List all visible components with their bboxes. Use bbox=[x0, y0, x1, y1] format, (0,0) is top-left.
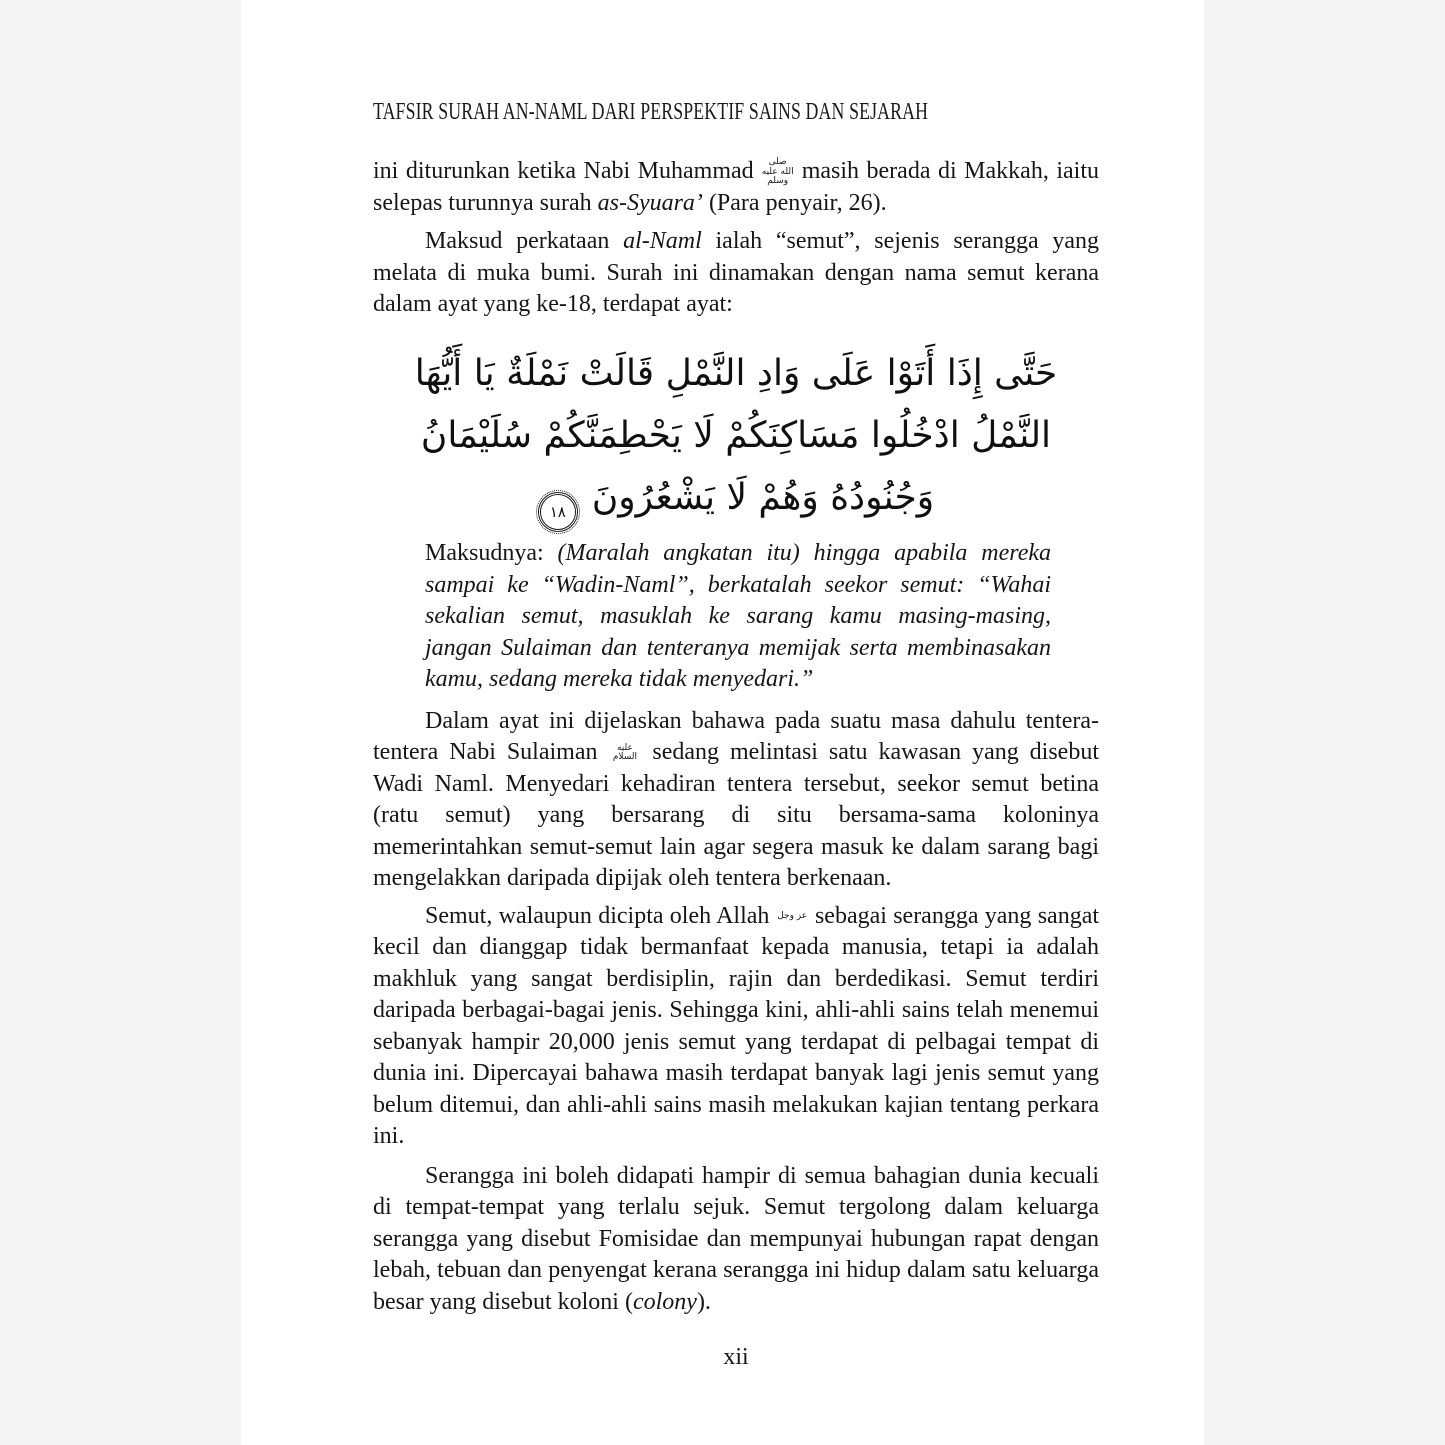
verse-translation-block bbox=[425, 538, 1051, 696]
paragraph-ant-species bbox=[373, 901, 1099, 1153]
book-page bbox=[241, 0, 1204, 1445]
translation-text: (Maralah angkatan itu) hingga apabila mereka sampai ke “Wadin-Naml”, berkatalah seekor semut: “Wahai sekalian semut, masuklah ke sarang kamu masing-masing, jangan Sulaiman dan tenteranya memijak serta membinasakan kamu, sedang mereka tidak menyedari.” bbox=[425, 540, 1051, 692]
page-number: xii bbox=[723, 1344, 749, 1370]
italic-run: colony bbox=[632, 1288, 697, 1315]
text-run: Maksud perkataan bbox=[425, 228, 624, 254]
text-run: sedang melintasi satu kawasan yang disebut Wadi Naml. Menyedari kehadiran tentera tersebut, seekor semut betina (ratu semut) yang bersarang di situ bersama-sama koloninya memerintahkan semut-semut lain agar segera masuk ke dalam sarang bagi mengelakkan daripada dipijak oleh tentera berkenaan. bbox=[373, 739, 1100, 891]
verse-line: النَّمْلُ ادْخُلُوا مَسَاكِنَكُمْ لَا يَحْطِمَنَّكُمْ سُلَيْمَانُ bbox=[420, 414, 1052, 456]
verse-line: حَتَّى إِذَا أَتَوْا عَلَى وَادِ النَّمْلِ قَالَتْ نَمْلَةٌ يَا أَيُّهَا bbox=[414, 352, 1058, 394]
paragraph-naml-meaning bbox=[373, 226, 1099, 321]
text-run: ini diturunkan ketika Nabi Muhammad bbox=[373, 158, 762, 184]
paragraph-ant-family bbox=[373, 1161, 1099, 1319]
text-run: (Para penyair, 26). bbox=[702, 189, 887, 216]
paragraph-intro bbox=[373, 156, 1099, 219]
text-run: sebagai serangga yang sangat kecil dan dianggap tidak bermanfaat kepada manusia, tetapi ia adalah makhluk yang sangat berdisiplin, rajin dan berdedikasi. Semut terdiri daripada berbagai-bagai jenis. Sehingga kini, ahli-ahli sains telah menemui sebanyak hampir 20,000 jenis semut yang terdapat di pelbagai tempat di dunia ini. Dipercayai bahawa masih terdapat banyak lagi jenis semut yang belum ditemui, dan ahli-ahli sains masih melakukan kajian tentang perkara ini. bbox=[373, 902, 1100, 1149]
paragraph-explanation bbox=[373, 706, 1099, 895]
text-run: Serangga ini boleh didapati hampir di semua bahagian dunia kecuali di tempat-tempat yang terlalu sejuk. Semut tergolong dalam keluarga serangga yang disebut Fomisidae dan mempunyai hubungan rapat dengan lebah, tebuan dan penyengat kerana serangga ini hidup dalam satu keluarga besar yang disebut koloni ( bbox=[373, 1162, 1099, 1315]
text-run: Semut, walaupun dicipta oleh Allah bbox=[425, 902, 776, 929]
translation-label: Maksudnya: bbox=[425, 540, 558, 566]
italic-run: as-Syuara’ bbox=[597, 189, 703, 216]
text-run: Dalam ayat ini dijelaskan bahawa pada suatu masa dahulu tentera-tentera Nabi Sulaiman bbox=[373, 707, 1099, 765]
text-run: ialah “semut”, sejenis serangga yang melata di muka bumi. Surah ini dinamakan dengan nama semut kerana dalam ayat yang ke-18, terdapat ayat: bbox=[373, 228, 1099, 317]
ayah-number: ١٨ bbox=[549, 502, 566, 521]
text-run: masih berada di Makkah, iaitu selepas turunnya surah bbox=[373, 158, 1099, 216]
text-run: ). bbox=[696, 1288, 711, 1315]
pbuh-calligraphy-symbol: صلى الله عليه وسلم bbox=[761, 157, 794, 187]
azzawajal-calligraphy-symbol: عز وجل bbox=[777, 911, 808, 922]
page-content bbox=[373, 0, 1099, 1371]
ayah-number-ornament bbox=[538, 492, 578, 532]
italic-run: al-Naml bbox=[623, 228, 702, 254]
verse-text: وَجُنُودُهُ وَهُمْ لَا يَشْعُرُونَ bbox=[591, 476, 935, 518]
alayhissalam-calligraphy-symbol: عليه السلام bbox=[612, 742, 638, 763]
running-header: TAFSIR SURAH AN-NAML DARI PERSPEKTIF SAINS DAN SEJARAH bbox=[373, 99, 929, 125]
quran-verse-arabic bbox=[373, 343, 1099, 533]
verse-line bbox=[373, 467, 1099, 533]
